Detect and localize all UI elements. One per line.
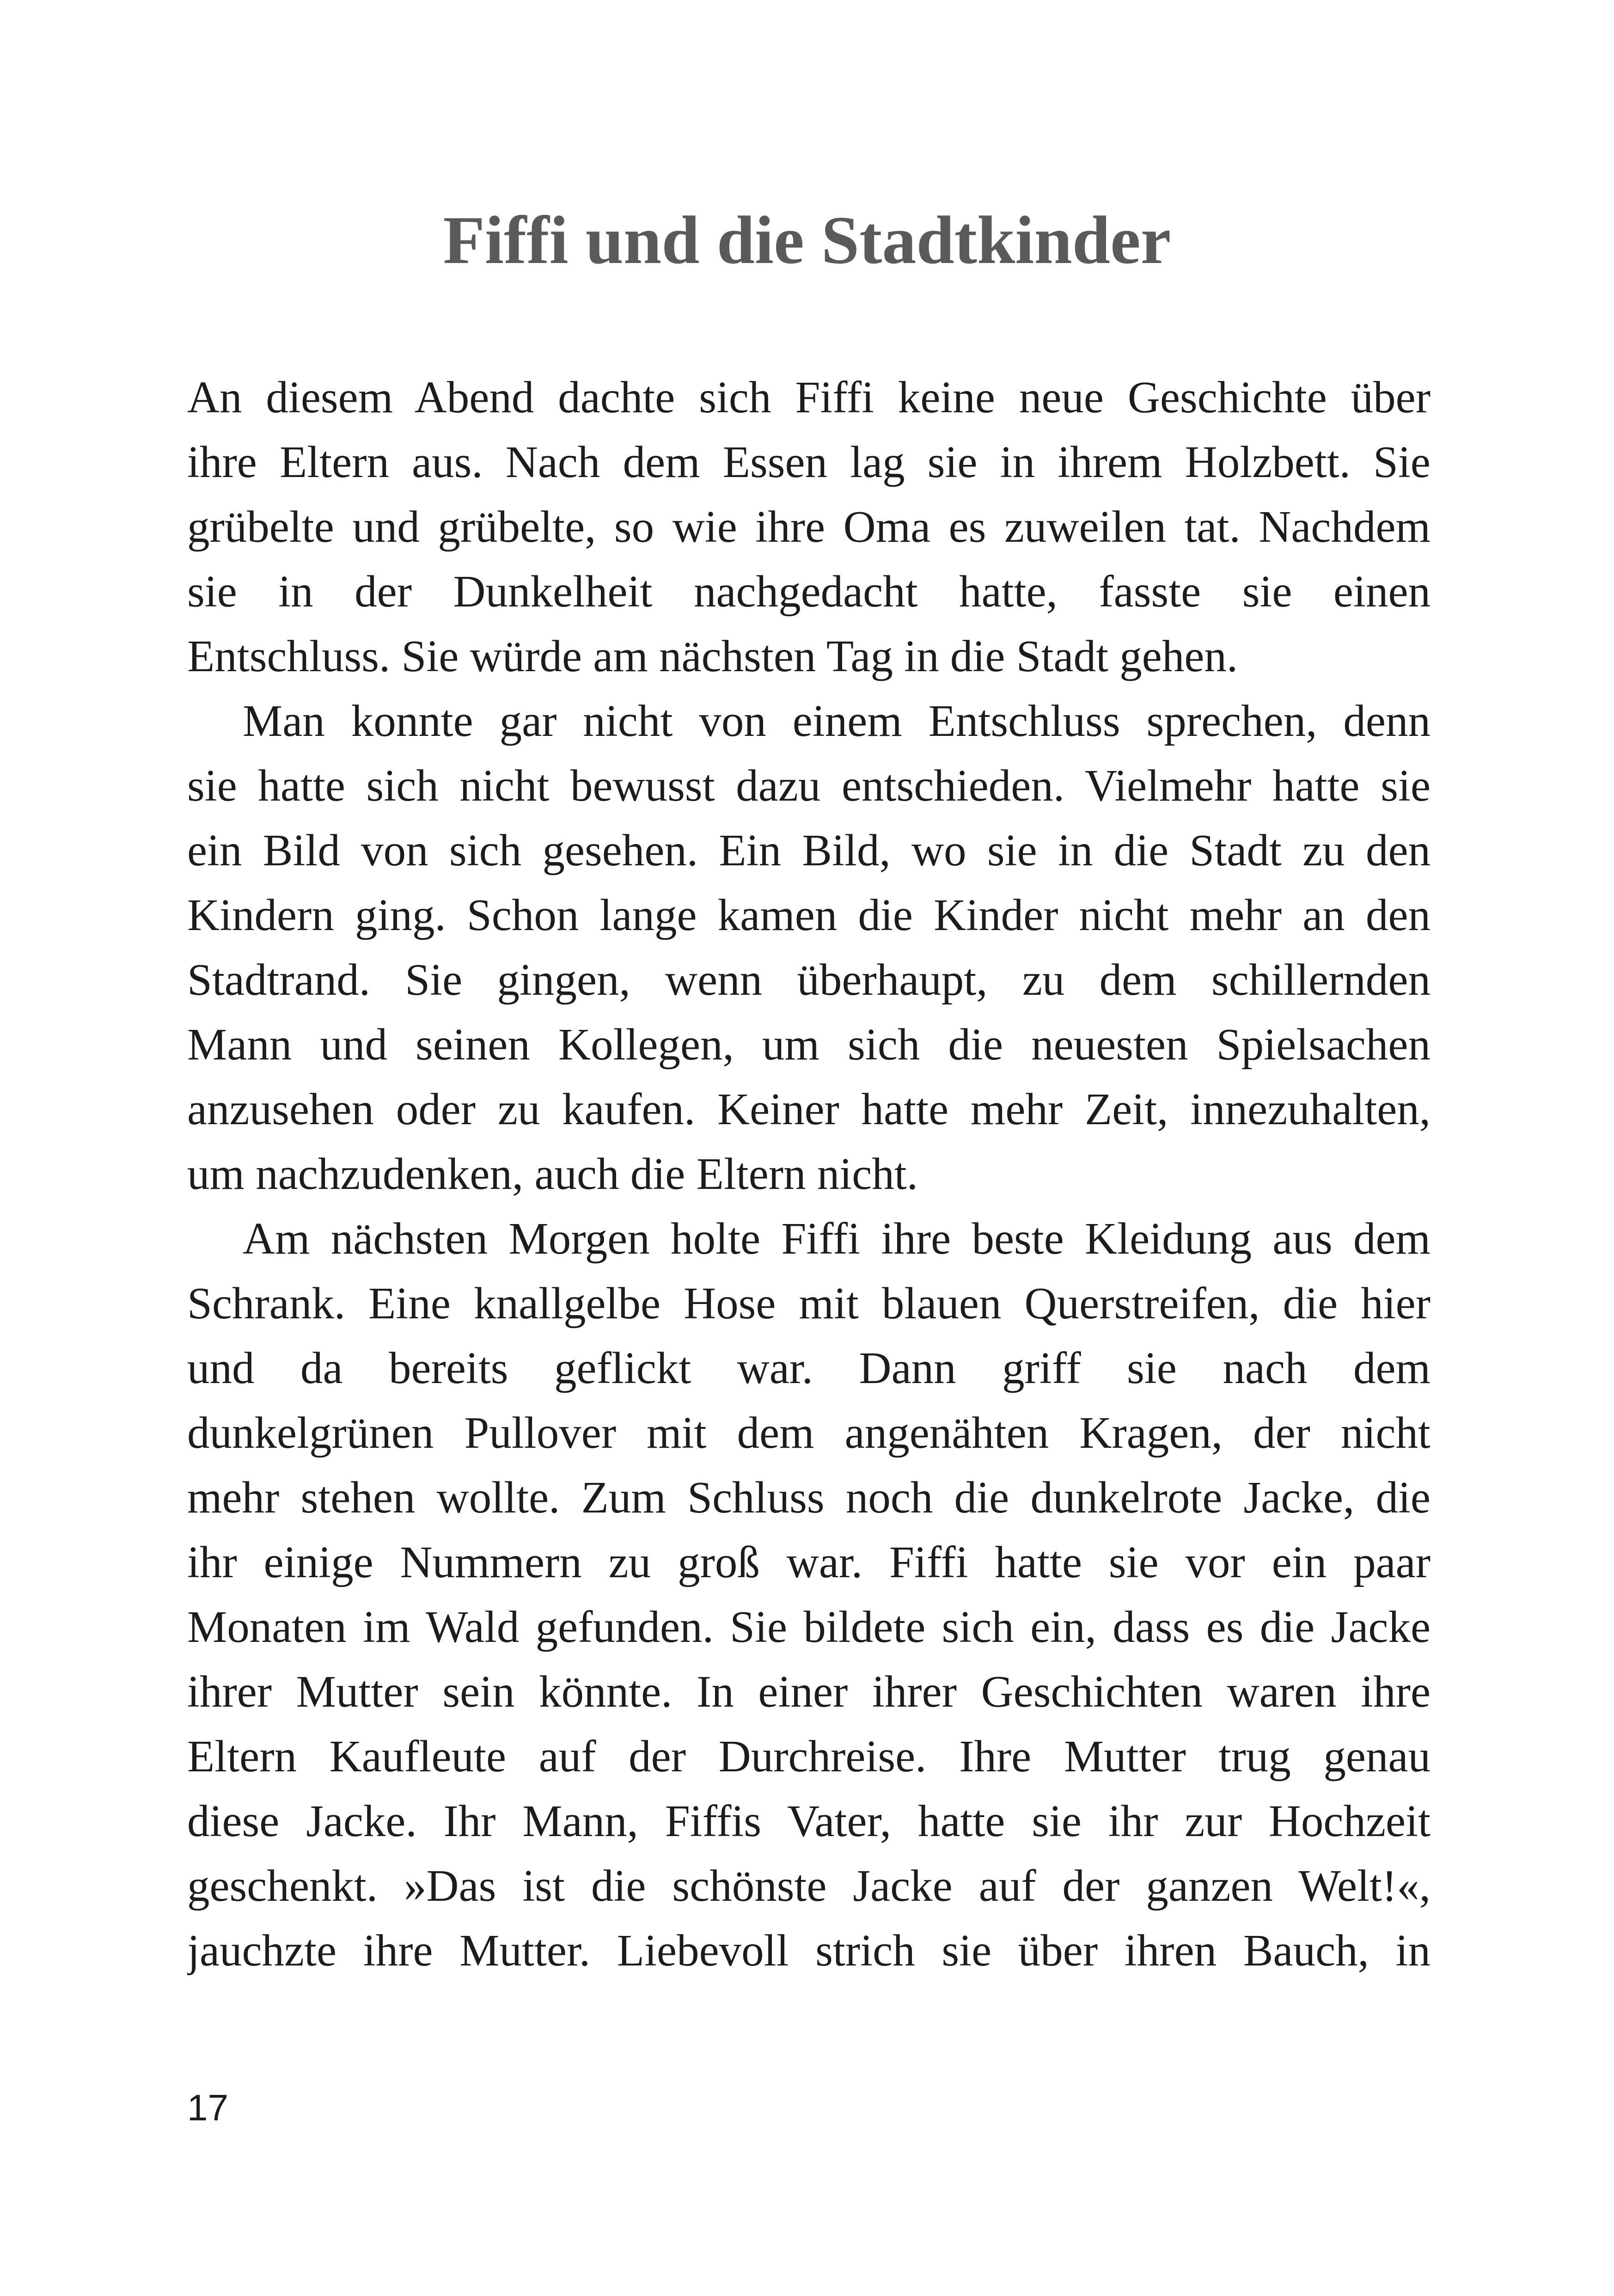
text-line: ihre Eltern aus. Nach dem Essen lag sie in ihrem Holzbett. Sie [187, 437, 1431, 487]
text-line: Mann und seinen Kollegen, um sich die neuesten Spielsachen [187, 1020, 1431, 1069]
text-line: dunkelgrünen Pullover mit dem angenähten Kragen, der nicht [187, 1408, 1431, 1457]
paragraph [187, 689, 1431, 1206]
text-line: jauchzte ihre Mutter. Liebevoll strich sie über ihren Bauch, in [187, 1926, 1431, 1975]
text-line: Eltern Kaufleute auf der Durchreise. Ihre Mutter trug genau [187, 1732, 1431, 1781]
paragraph [187, 1206, 1431, 1983]
text-line: Man konnte gar nicht von einem Entschluss sprechen, denn [243, 696, 1431, 746]
text-line: sie in der Dunkelheit nachgedacht hatte, fasste sie einen [187, 567, 1431, 616]
paragraph [187, 365, 1431, 689]
text-line: ein Bild von sich gesehen. Ein Bild, wo sie in die Stadt zu den [187, 826, 1431, 875]
text-line: ihr einige Nummern zu groß war. Fiffi hatte sie vor ein paar [187, 1537, 1431, 1587]
text-line: Stadtrand. Sie gingen, wenn überhaupt, zu dem schillernden [187, 955, 1431, 1004]
text-line: grübelte und grübelte, so wie ihre Oma es zuweilen tat. Nachdem [187, 502, 1431, 551]
page-number: 17 [187, 2087, 228, 2128]
text-line: Kindern ging. Schon lange kamen die Kinder nicht mehr an den [187, 890, 1431, 940]
text-line: Am nächsten Morgen holte Fiffi ihre beste Kleidung aus dem [243, 1214, 1431, 1263]
text-line: mehr stehen wollte. Zum Schluss noch die dunkelrote Jacke, die [187, 1473, 1431, 1522]
text-line: An diesem Abend dachte sich Fiffi keine neue Geschichte über [187, 373, 1431, 422]
text-line: diese Jacke. Ihr Mann, Fiffis Vater, hatte sie ihr zur Hochzeit [187, 1796, 1431, 1846]
chapter-title: Fiffi und die Stadtkinder [443, 202, 1171, 278]
text-line: Entschluss. Sie würde am nächsten Tag in die Stadt gehen. [187, 631, 1238, 681]
text-line: Monaten im Wald gefunden. Sie bildete sich ein, dass es die Jacke [187, 1602, 1431, 1652]
text-line: Schrank. Eine knallgelbe Hose mit blauen Querstreifen, die hier [187, 1279, 1431, 1328]
text-line: und da bereits geflickt war. Dann griff sie nach dem [187, 1343, 1431, 1393]
text-line: um nachzudenken, auch die Eltern nicht. [187, 1149, 918, 1199]
body-text [187, 365, 1431, 1983]
text-line: anzusehen oder zu kaufen. Keiner hatte mehr Zeit, innezuhalten, [187, 1084, 1431, 1134]
text-line: ihrer Mutter sein könnte. In einer ihrer Geschichten waren ihre [187, 1667, 1431, 1716]
text-line: sie hatte sich nicht bewusst dazu entschieden. Vielmehr hatte sie [187, 761, 1431, 810]
text-line: geschenkt. »Das ist die schönste Jacke auf der ganzen Welt!«, [187, 1861, 1431, 1910]
